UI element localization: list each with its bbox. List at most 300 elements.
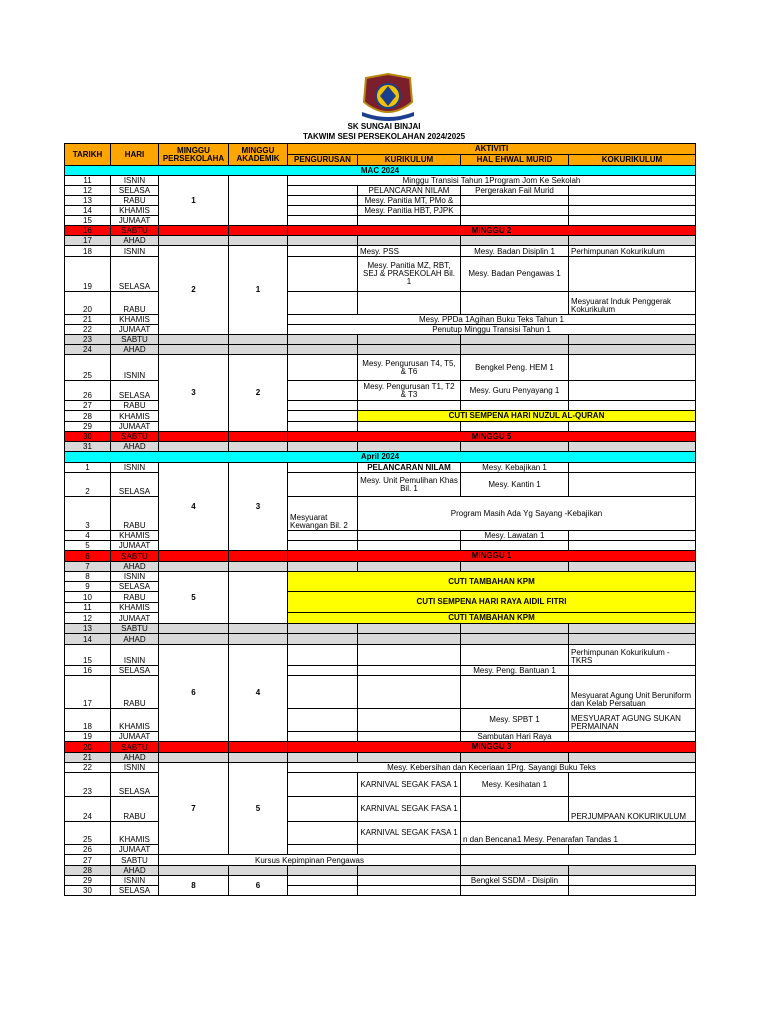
table-cell <box>569 541 696 551</box>
day-cell: RABU <box>111 592 159 603</box>
date-cell: 14 <box>65 634 111 645</box>
holiday-banner: CUTI TAMBAHAN KPM <box>288 613 696 624</box>
table-cell <box>461 886 569 896</box>
month-row <box>65 452 696 463</box>
day-cell: RABU <box>111 401 159 411</box>
date-cell: 20 <box>65 742 111 753</box>
day-cell: ISNIN <box>111 246 159 257</box>
day-cell: KHAMIS <box>111 531 159 541</box>
day-cell: JUMAAT <box>111 325 159 335</box>
day-cell: JUMAAT <box>111 845 159 855</box>
table-cell <box>461 216 569 226</box>
day-cell: SABTU <box>111 551 159 562</box>
table-cell <box>358 624 461 634</box>
date-cell: 15 <box>65 216 111 226</box>
table-cell <box>229 624 288 634</box>
day-cell: JUMAAT <box>111 541 159 551</box>
month-row <box>65 166 696 176</box>
table-cell <box>569 196 696 206</box>
date-cell: 19 <box>65 257 111 292</box>
table-cell <box>358 645 461 666</box>
table-cell <box>461 422 569 432</box>
day-cell: KHAMIS <box>111 411 159 422</box>
date-cell: 23 <box>65 335 111 345</box>
day-cell: SABTU <box>111 335 159 345</box>
table-row <box>65 645 696 666</box>
table-cell <box>288 845 358 855</box>
day-cell: SABTU <box>111 432 159 442</box>
day-cell: ISNIN <box>111 645 159 666</box>
activity-cell: Minggu Transisi Tahun 1Program Jom Ke Sekolah <box>288 176 696 186</box>
day-cell: SELASA <box>111 666 159 676</box>
table-cell <box>569 732 696 742</box>
table-cell <box>569 236 696 246</box>
table-cell <box>288 257 358 292</box>
table-cell <box>159 753 229 763</box>
table-cell <box>569 473 696 497</box>
table-cell <box>461 196 569 206</box>
table-cell <box>229 236 288 246</box>
school-crest-icon <box>358 72 418 122</box>
activity-cell: Mesy. Panitia HBT, PJPK <box>358 206 461 216</box>
table-cell <box>288 773 358 797</box>
calendar-title: TAKWIM SESI PERSEKOLAHAN 2024/2025 <box>302 132 466 141</box>
minggu-akademik: 5 <box>229 763 288 855</box>
banner-cell: MINGGU 1 <box>288 551 696 562</box>
activity-cell: Mesy. Badan Disiplin 1 <box>461 246 569 257</box>
day-cell: ISNIN <box>111 763 159 773</box>
day-cell: SELASA <box>111 886 159 896</box>
date-cell: 26 <box>65 845 111 855</box>
date-cell: 20 <box>65 292 111 315</box>
date-cell: 6 <box>65 551 111 562</box>
activity-cell: Mesy. Pengurusan T4, T5, & T6 <box>358 355 461 381</box>
table-cell <box>288 666 358 676</box>
date-cell: 24 <box>65 797 111 822</box>
header-kurikulum: KURIKULUM <box>358 155 461 166</box>
table-cell <box>358 886 461 896</box>
date-cell: 28 <box>65 411 111 422</box>
date-cell: 19 <box>65 732 111 742</box>
table-cell <box>569 335 696 345</box>
table-cell <box>159 236 229 246</box>
table-row <box>65 335 696 345</box>
table-cell <box>569 634 696 645</box>
table-cell <box>358 236 461 246</box>
activity-cell: Mesy. Kebersihan dan Keceriaan 1Prg. Sayangi Buku Teks <box>288 763 696 773</box>
activity-cell: Mesyuarat Kewangan Bil. 2 <box>288 497 358 531</box>
day-cell: JUMAAT <box>111 422 159 432</box>
header-row-1 <box>65 144 696 155</box>
date-cell: 18 <box>65 246 111 257</box>
date-cell: 10 <box>65 592 111 603</box>
table-cell <box>461 345 569 355</box>
activity-cell: KARNIVAL SEGAK FASA 1 <box>358 773 461 797</box>
table-cell <box>229 226 288 236</box>
table-row <box>65 345 696 355</box>
holiday-banner: CUTI TAMBAHAN KPM <box>288 572 696 592</box>
day-cell: KHAMIS <box>111 315 159 325</box>
table-cell <box>358 531 461 541</box>
table-cell <box>288 463 358 473</box>
date-cell: 4 <box>65 531 111 541</box>
table-cell <box>461 866 569 876</box>
day-cell: JUMAAT <box>111 732 159 742</box>
date-cell: 15 <box>65 645 111 666</box>
day-cell: SABTU <box>111 624 159 634</box>
date-cell: 3 <box>65 497 111 531</box>
table-cell <box>288 196 358 206</box>
activity-cell: Perhimpunan Kokurikulum <box>569 246 696 257</box>
table-cell <box>461 845 569 855</box>
table-cell <box>288 676 358 709</box>
date-cell: 30 <box>65 886 111 896</box>
table-cell <box>288 753 358 763</box>
day-cell: SELASA <box>111 473 159 497</box>
date-cell: 12 <box>65 186 111 196</box>
table-cell <box>569 886 696 896</box>
table-cell <box>358 401 461 411</box>
table-cell <box>358 292 461 315</box>
table-row <box>65 562 696 572</box>
table-row <box>65 226 696 236</box>
date-cell: 18 <box>65 709 111 732</box>
date-cell: 16 <box>65 226 111 236</box>
table-cell <box>461 634 569 645</box>
table-cell <box>159 624 229 634</box>
activity-cell: PELANCARAN NILAM <box>358 186 461 196</box>
day-cell: AHAD <box>111 345 159 355</box>
table-cell <box>288 876 358 886</box>
activity-cell: Mesy. Guru Penyayang 1 <box>461 381 569 401</box>
day-cell: ISNIN <box>111 463 159 473</box>
table-cell <box>569 753 696 763</box>
table-cell <box>288 292 358 315</box>
table-row <box>65 463 696 473</box>
activity-cell: n dan Bencana1 Mesy. Penarafan Tandas 1 <box>461 822 696 845</box>
holiday-banner: CUTI SEMPENA HARI RAYA AIDIL FITRI <box>288 592 696 613</box>
table-cell <box>569 773 696 797</box>
day-cell: RABU <box>111 797 159 822</box>
table-cell <box>569 345 696 355</box>
holiday-banner: CUTI SEMPENA HARI NUZUL AL-QURAN <box>358 411 696 422</box>
table-cell <box>288 562 358 572</box>
table-cell <box>229 442 288 452</box>
minggu-akademik: 1 <box>229 246 288 335</box>
day-cell: SELASA <box>111 773 159 797</box>
minggu-akademik: 6 <box>229 876 288 896</box>
table-row <box>65 624 696 634</box>
table-cell <box>461 335 569 345</box>
table-cell <box>288 473 358 497</box>
activity-cell: Mesy. PSS <box>358 246 461 257</box>
table-cell <box>569 401 696 411</box>
day-cell: ISNIN <box>111 876 159 886</box>
minggu-akademik: 2 <box>229 355 288 432</box>
table-cell <box>569 186 696 196</box>
header-minggu-persekolahan: MINGGU PERSEKOLAHA <box>159 144 229 166</box>
table-cell <box>288 246 358 257</box>
date-cell: 24 <box>65 345 111 355</box>
date-cell: 22 <box>65 325 111 335</box>
table-cell <box>159 634 229 645</box>
date-cell: 12 <box>65 613 111 624</box>
date-cell: 21 <box>65 315 111 325</box>
table-cell <box>288 401 358 411</box>
date-cell: 17 <box>65 236 111 246</box>
table-cell <box>358 335 461 345</box>
table-cell <box>569 624 696 634</box>
banner-cell: MINGGU 2 <box>288 226 696 236</box>
table-cell <box>288 186 358 196</box>
day-cell: KHAMIS <box>111 603 159 613</box>
table-cell <box>229 335 288 345</box>
minggu-persekolahan: 6 <box>159 645 229 742</box>
date-cell: 27 <box>65 401 111 411</box>
minggu-persekolahan: 7 <box>159 763 229 855</box>
date-cell: 2 <box>65 473 111 497</box>
table-cell <box>159 442 229 452</box>
table-row <box>65 176 696 186</box>
table-cell <box>159 335 229 345</box>
activity-cell: Mesy. Panitia MT, PMo & <box>358 196 461 206</box>
date-cell: 29 <box>65 876 111 886</box>
table-cell <box>569 355 696 381</box>
table-cell <box>159 551 229 562</box>
table-cell <box>159 345 229 355</box>
table-cell <box>461 292 569 315</box>
activity-cell: Sambutan Hari Raya <box>461 732 569 742</box>
activity-cell: Mesy. Kantin 1 <box>461 473 569 497</box>
table-cell <box>358 562 461 572</box>
table-row <box>65 876 696 886</box>
table-cell <box>461 236 569 246</box>
table-cell <box>358 845 461 855</box>
day-cell: KHAMIS <box>111 709 159 732</box>
table-cell <box>288 216 358 226</box>
table-cell <box>288 634 358 645</box>
activity-cell: Bengkel Peng. HEM 1 <box>461 355 569 381</box>
date-cell: 25 <box>65 355 111 381</box>
date-cell: 7 <box>65 562 111 572</box>
minggu-akademik <box>229 176 288 226</box>
activity-cell: Mesy. PPDa 1Agihan Buku Teks Tahun 1 <box>288 315 696 325</box>
month-label: MAC 2024 <box>65 166 696 176</box>
table-cell <box>229 562 288 572</box>
activity-cell: Mesy. Kesihatan 1 <box>461 773 569 797</box>
table-cell <box>569 562 696 572</box>
day-cell: JUMAAT <box>111 613 159 624</box>
table-cell <box>288 206 358 216</box>
header-minggu-akademik: MINGGU AKADEMIK <box>229 144 288 166</box>
table-cell <box>159 866 229 876</box>
date-cell: 17 <box>65 676 111 709</box>
date-cell: 1 <box>65 463 111 473</box>
activity-cell: Mesy. Panitia MZ, RBT, SEJ & PRASEKOLAH Bil. 1 <box>358 257 461 292</box>
minggu-persekolahan: 2 <box>159 246 229 335</box>
table-cell <box>358 634 461 645</box>
activity-cell: Mesy. Peng. Bantuan 1 <box>461 666 569 676</box>
day-cell: KHAMIS <box>111 206 159 216</box>
table-cell <box>569 463 696 473</box>
table-row <box>65 855 696 866</box>
minggu-persekolahan: 8 <box>159 876 229 896</box>
date-cell: 25 <box>65 822 111 845</box>
day-cell: ISNIN <box>111 355 159 381</box>
activity-cell: KARNIVAL SEGAK FASA 1 <box>358 797 461 822</box>
day-cell: AHAD <box>111 236 159 246</box>
table-cell <box>461 753 569 763</box>
day-cell: SELASA <box>111 186 159 196</box>
activity-cell: Mesy. Kebajikan 1 <box>461 463 569 473</box>
activity-cell: Mesy. Unit Pemulihan Khas Bil. 1 <box>358 473 461 497</box>
date-cell: 5 <box>65 541 111 551</box>
table-cell <box>288 411 358 422</box>
date-cell: 11 <box>65 603 111 613</box>
table-cell <box>358 422 461 432</box>
table-cell <box>358 216 461 226</box>
minggu-persekolahan: 4 <box>159 463 229 551</box>
activity-cell: Perhimpunan Kokurikulum - TKRS <box>569 645 696 666</box>
date-cell: 28 <box>65 866 111 876</box>
table-cell <box>569 257 696 292</box>
day-cell: SABTU <box>111 742 159 753</box>
day-cell: KHAMIS <box>111 822 159 845</box>
banner-cell: MINGGU 5 <box>288 432 696 442</box>
day-cell: AHAD <box>111 442 159 452</box>
date-cell: 11 <box>65 176 111 186</box>
table-cell <box>288 886 358 896</box>
table-cell <box>461 401 569 411</box>
minggu-persekolahan: 3 <box>159 355 229 432</box>
activity-cell: Penutup Minggu Transisi Tahun 1 <box>288 325 696 335</box>
date-cell: 22 <box>65 763 111 773</box>
activity-cell: Mesy. Badan Pengawas 1 <box>461 257 569 292</box>
minggu-persekolahan: 5 <box>159 572 229 624</box>
day-cell: RABU <box>111 196 159 206</box>
table-cell <box>358 666 461 676</box>
header-aktiviti: AKTIVITI <box>288 144 696 155</box>
table-cell <box>288 236 358 246</box>
day-cell: SABTU <box>111 855 159 866</box>
minggu-akademik <box>229 572 288 624</box>
table-cell <box>569 531 696 541</box>
minggu-akademik: 4 <box>229 645 288 742</box>
table-row <box>65 753 696 763</box>
table-cell <box>229 866 288 876</box>
activity-cell: Kursus Kepimpinan Pengawas <box>159 855 461 866</box>
table-cell <box>288 709 358 732</box>
day-cell: ISNIN <box>111 176 159 186</box>
calendar-table <box>64 143 696 896</box>
table-cell <box>461 442 569 452</box>
table-cell <box>461 541 569 551</box>
banner-cell: MINGGU 3 <box>288 742 696 753</box>
date-cell: 31 <box>65 442 111 452</box>
date-cell: 29 <box>65 422 111 432</box>
day-cell: RABU <box>111 292 159 315</box>
table-cell <box>358 541 461 551</box>
day-cell: SELASA <box>111 257 159 292</box>
day-cell: RABU <box>111 497 159 531</box>
activity-cell: Mesy. SPBT 1 <box>461 709 569 732</box>
table-cell <box>288 797 358 822</box>
table-cell <box>229 634 288 645</box>
table-cell <box>229 742 288 753</box>
date-cell: 27 <box>65 855 111 866</box>
table-cell <box>358 345 461 355</box>
table-row <box>65 866 696 876</box>
header-kokurikulum: KOKURIKULUM <box>569 155 696 166</box>
table-cell <box>461 624 569 634</box>
header-hari: HARI <box>111 144 159 166</box>
table-row <box>65 763 696 773</box>
minggu-persekolahan: 1 <box>159 176 229 226</box>
activity-cell: Mesy. Lawatan 1 <box>461 531 569 541</box>
table-cell <box>288 345 358 355</box>
activity-cell: MESYUARAT AGUNG SUKAN PERMAINAN <box>569 709 696 732</box>
activity-cell: KARNIVAL SEGAK FASA 1 <box>358 822 461 845</box>
table-cell <box>288 422 358 432</box>
table-row <box>65 634 696 645</box>
day-cell: JUMAAT <box>111 216 159 226</box>
activity-cell: Mesyuarat Agung Unit Beruniform dan Kelab Persatuan <box>569 676 696 709</box>
table-cell <box>461 562 569 572</box>
table-row <box>65 246 696 257</box>
day-cell: SABTU <box>111 226 159 236</box>
date-cell: 26 <box>65 381 111 401</box>
table-cell <box>229 432 288 442</box>
date-cell: 23 <box>65 773 111 797</box>
table-cell <box>288 732 358 742</box>
date-cell: 14 <box>65 206 111 216</box>
activity-cell: Program Masih Ada Yg Sayang -Kebajikan <box>358 497 696 531</box>
table-cell <box>569 866 696 876</box>
table-cell <box>288 531 358 541</box>
table-cell <box>229 345 288 355</box>
header-hal-ehwal-murid: HAL EHWAL MURID <box>461 155 569 166</box>
date-cell: 13 <box>65 196 111 206</box>
day-cell: AHAD <box>111 562 159 572</box>
date-cell: 9 <box>65 582 111 592</box>
table-cell <box>159 432 229 442</box>
activity-cell: PERJUMPAAN KOKURIKULUM <box>569 797 696 822</box>
day-cell: SELASA <box>111 381 159 401</box>
table-cell <box>569 381 696 401</box>
table-cell <box>288 541 358 551</box>
table-cell <box>288 335 358 345</box>
table-cell <box>569 666 696 676</box>
table-cell <box>569 876 696 886</box>
table-cell <box>229 551 288 562</box>
table-cell <box>461 676 569 709</box>
day-cell: RABU <box>111 676 159 709</box>
table-cell <box>358 866 461 876</box>
day-cell: AHAD <box>111 866 159 876</box>
header-pengurusan: PENGURUSAN <box>288 155 358 166</box>
activity-cell: Mesyuarat Induk Penggerak Kokurikulum <box>569 292 696 315</box>
table-row <box>65 355 696 381</box>
table-cell <box>159 226 229 236</box>
month-label: April 2024 <box>65 452 696 463</box>
activity-cell: Mesy. Pengurusan T1, T2 & T3 <box>358 381 461 401</box>
table-cell <box>358 876 461 886</box>
table-cell <box>358 753 461 763</box>
table-row <box>65 442 696 452</box>
table-cell <box>569 442 696 452</box>
table-cell <box>569 216 696 226</box>
date-cell: 30 <box>65 432 111 442</box>
